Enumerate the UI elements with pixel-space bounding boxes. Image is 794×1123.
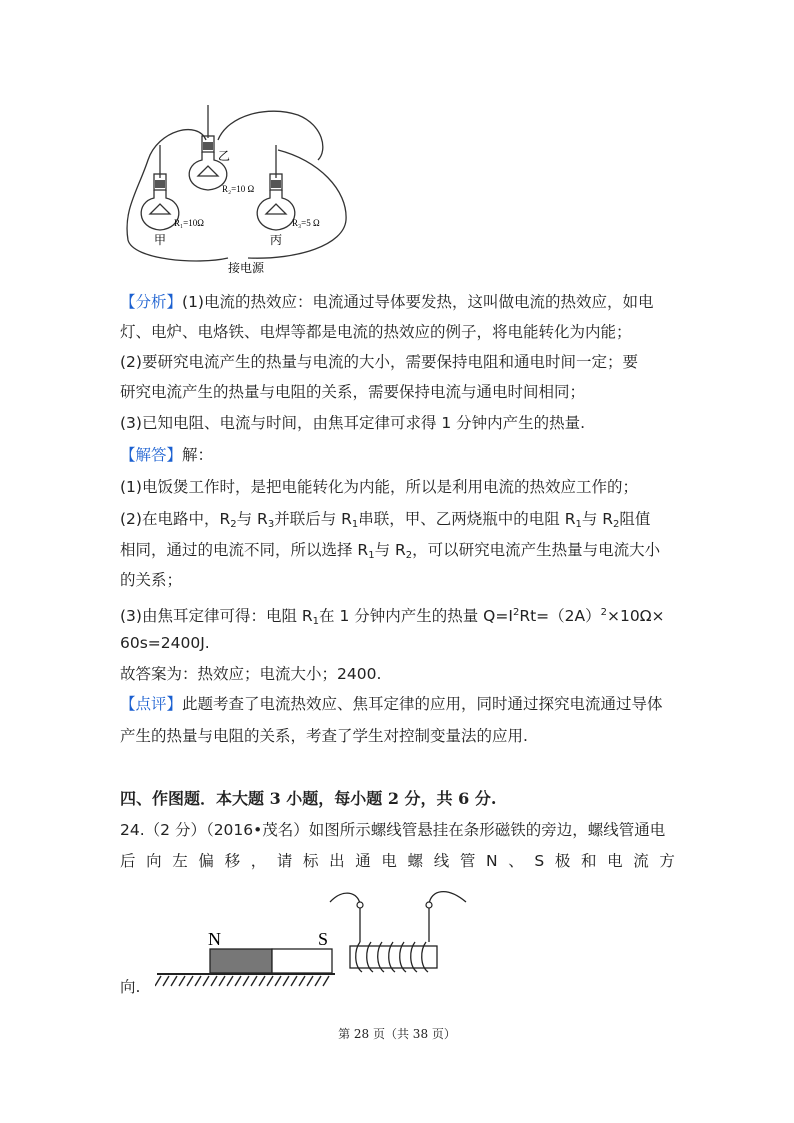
solution-line-1: (1)电饭煲工作时，是把电能转化为内能，所以是利用电流的热效应工作的； [120, 478, 638, 496]
magnet-s-label: S [318, 929, 329, 949]
q24-line-3: 向. [120, 978, 141, 996]
label-bing: 丙 [270, 233, 283, 247]
magnet-n-half [210, 949, 272, 973]
label-r1: R₁=10Ω [174, 218, 204, 228]
analysis-line-4: 研究电流产生的热量与电阻的关系，需要保持电流与通电时间相同； [120, 383, 586, 401]
solution-line-6: 60s=2400J. [120, 634, 210, 652]
analysis-line-2: 灯、电炉、电烙铁、电焊等都是电流的热效应的例子，将电能转化为内能； [120, 323, 632, 341]
magnet-s-half [272, 949, 332, 973]
label-r2: R₂=10 Ω [222, 184, 255, 194]
solution-header: 【解答】解： [120, 446, 214, 464]
section-heading: 四、作图题．本大题 3 小题，每小题 2 分，共 6 分. [120, 789, 497, 808]
solution-line-5: (3)由焦耳定律可得：电阻 $R_1$在 1 分钟内产生的热量 $Q=I^2Rt=(2A)^2\times 10\Omega\times$ [120, 607, 665, 627]
analysis-line-5: (3)已知电阻、电流与时间，由焦耳定律可求得 1 分钟内产生的热量. [120, 414, 586, 432]
solution-tag: 【解答】 [120, 446, 183, 464]
solenoid [350, 946, 437, 968]
label-jia: 甲 [154, 233, 167, 247]
solution-line-4: 的关系； [120, 571, 183, 589]
solution-line-3: 相同，通过的电流不同，所以选择 $R_1$与 $R_2$，可以研究电流产生热量与电流大小 [120, 541, 661, 561]
magnet-n-label: N [208, 929, 221, 949]
label-yi: 乙 [218, 149, 231, 163]
solution-line-2: (2)在电路中，$R_2$与 $R_3$并联后与 $R_1$串联，甲、乙两烧瓶中的电阻 $R_1$与 $R_2$阻值 [120, 510, 651, 530]
analysis-tag: 【分析】 [120, 293, 183, 311]
label-r3: R₃=5 Ω [292, 218, 320, 228]
circuit-figure [118, 100, 358, 280]
q24-line-2: 后 向 左 偏 移 ， 请 标 出 通 电 螺 线 管 N 、 S 极 和 电 流 方 [120, 852, 675, 870]
magnet-solenoid-figure [155, 880, 475, 995]
analysis-line-3: (2)要研究电流产生的热量与电流的大小，需要保持电阻和通电时间一定；要 [120, 353, 638, 371]
answer-line: 故答案为：热效应；电流大小；2400. [120, 665, 382, 683]
q24-line-1: 24.（2 分）（2016•茂名）如图所示螺线管悬挂在条形磁铁的旁边，螺线管通电 [120, 821, 666, 839]
analysis-line-1: 【分析】(1)电流的热效应：电流通过导体要发热，这叫做电流的热效应，如电 [120, 293, 654, 311]
comment-line-2: 产生的热量与电阻的关系，考查了学生对控制变量法的应用. [120, 727, 528, 745]
page-footer: 第 28 页（共 38 页） [338, 1027, 456, 1041]
comment-tag: 【点评】 [120, 695, 183, 713]
label-power: 接电源 [228, 261, 265, 275]
comment-line-1: 【点评】此题考查了电流热效应、焦耳定律的应用，同时通过探究电流通过导体 [120, 695, 663, 713]
